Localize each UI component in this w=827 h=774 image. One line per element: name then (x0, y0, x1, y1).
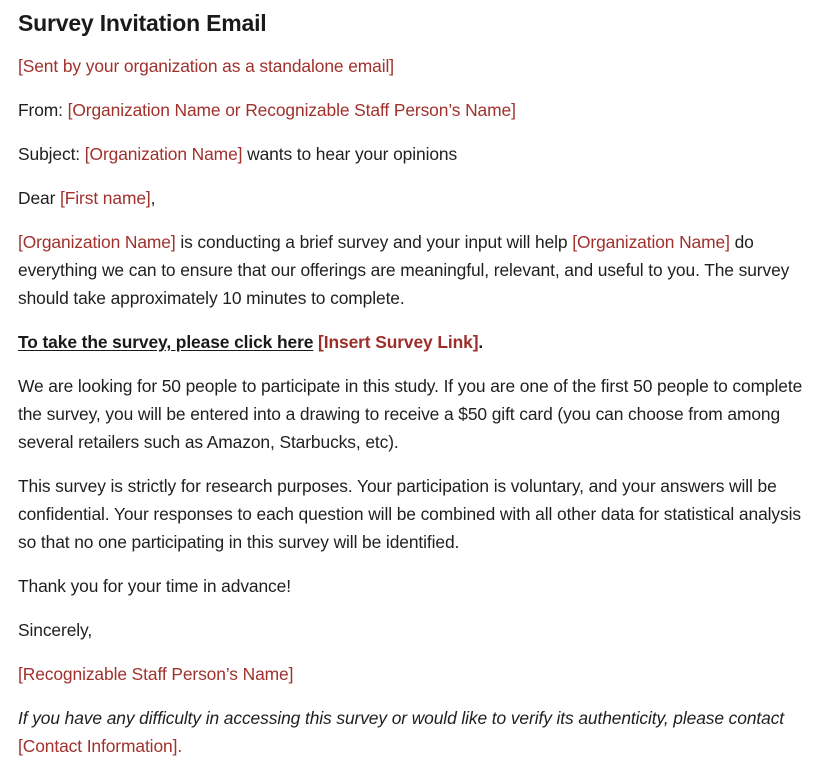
survey-link-period: . (478, 332, 484, 352)
intro-text-1: is conducting a brief survey and your input will help (180, 232, 568, 252)
intro-org-placeholder-2: [Organization Name] (572, 232, 730, 252)
closing-line: Sincerely, (18, 620, 93, 640)
intro-paragraph (18, 228, 809, 312)
privacy-paragraph: This survey is strictly for research purposes. Your participation is voluntary, and your answers will be confidential. Your responses to each question will be combined with all other data for statistical analysis so that no one participating in this survey will be identified. (18, 476, 801, 552)
intro-text-2: do everything we can to ensure that our offerings are meaningful, relevant, and useful to you. The survey should take approximately 10 minutes to complete. (18, 232, 790, 308)
first-name-placeholder: [First name] (60, 188, 151, 208)
subject-label: Subject: (18, 144, 81, 164)
page-title: Survey Invitation Email (18, 10, 267, 36)
intro-org-placeholder-1: [Organization Name] (18, 232, 176, 252)
survey-link-placeholder: [Insert Survey Link] (318, 332, 479, 352)
subject-line (18, 140, 809, 168)
greeting-line (18, 184, 809, 212)
footer-note (18, 704, 809, 760)
greeting-dear: Dear (18, 188, 56, 208)
signature-placeholder: [Recognizable Staff Person’s Name] (18, 664, 294, 684)
survey-link[interactable]: To take the survey, please click here (18, 332, 314, 352)
greeting-comma: , (150, 188, 156, 208)
from-line (18, 96, 809, 124)
thanks-line: Thank you for your time in advance! (18, 576, 291, 596)
incentive-paragraph: We are looking for 50 people to participate in this study. If you are one of the first 50 people to complete the survey, you will be entered into a drawing to receive a $50 gift card (you can choose from among several retailers such as Amazon, Starbucks, etc). (18, 376, 803, 452)
subject-org-placeholder: [Organization Name] (84, 144, 243, 164)
send-note (18, 52, 809, 80)
send-note-text: [Sent by your organization as a standalone email] (18, 56, 394, 76)
footer-text: If you have any difficulty in accessing this survey or would like to verify its authenticity, please contact (18, 708, 785, 728)
subject-text: wants to hear your opinions (247, 144, 458, 164)
survey-link-line (18, 328, 809, 356)
from-placeholder: [Organization Name or Recognizable Staff Person’s Name] (67, 100, 516, 120)
signature-line (18, 660, 809, 688)
from-label: From: (18, 100, 63, 120)
contact-placeholder: [Contact Information]. (18, 736, 183, 756)
